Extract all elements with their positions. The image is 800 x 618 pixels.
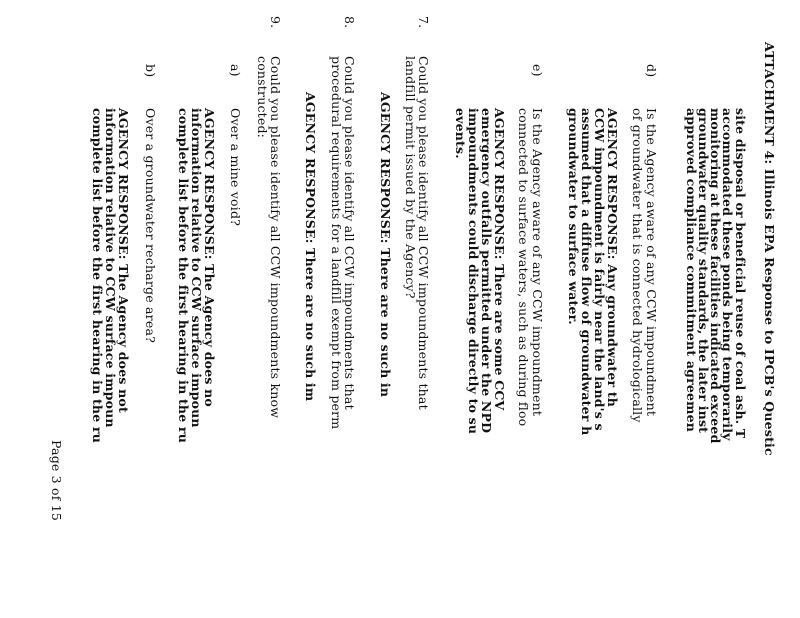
subitem-marker: a) [228,64,243,77]
question-line: Could you please identify all CCW impoundments that [416,56,431,410]
agency-response-line: CCW impoundment is fairly near the land's s [592,108,607,431]
question-line: Is the Agency aware of any CCW impoundment [530,108,545,417]
page-number: Page 3 of 15 [49,440,64,522]
agency-response-line: information relative to CCW surface impoun [189,108,204,428]
intro-line: monitoring at these facilities indicated exceed [708,108,723,444]
agency-response-line: emergency outfalls permitted under the NPD [479,108,494,434]
question-line: Could you please identify all CCW impoundments that [342,56,357,410]
agency-response-line: assumed that a diffuse flow of groundwater h [579,108,594,436]
agency-response-line: complete list before the first hearing in the ru [176,108,191,443]
question-line: Is the Agency aware of any CCW impoundment [644,108,659,417]
agency-response-line: AGENCY RESPONSE: There are some CCV [492,108,507,411]
agency-response-line: complete list before the first hearing in the ru [90,108,105,443]
subitem-question: Over a groundwater recharge area? [143,108,158,344]
item-marker: 9. [268,16,283,29]
question-line: Could you please identify all CCW impoundments know [268,56,283,419]
subitem-question: Over a mine void? [228,108,243,227]
intro-line: accommodated these ponds being temporarily [720,108,735,441]
question-line: constructed: [255,56,270,139]
question-line: connected to surface waters, such as during floo [516,108,531,427]
agency-response-line: impoundments could discharge directly to su [466,108,481,435]
intro-line: groundwater quality standards, the later inst [696,108,711,434]
intro-line: site disposal or beneficial reuse of coal ash. T [733,108,748,439]
agency-response-line: AGENCY RESPONSE: There are no such im [303,92,318,402]
agency-response-line: information relative to CCW surface impoun [103,108,118,428]
question-line: landfill permit issued by the Agency? [403,56,418,299]
agency-response-line: groundwater to surface water. [566,108,581,325]
question-line: procedural requirements for a landfill exempt from perm [329,56,344,430]
agency-response-line: events. [453,108,468,159]
item-marker: 8. [342,16,357,29]
agency-response-line: AGENCY RESPONSE: The Agency does not [116,108,131,413]
item-marker: 7. [416,16,431,29]
intro-line: approved compliance commitment agreemen [684,108,699,433]
agency-response-line: AGENCY RESPONSE: There are no such in [378,92,393,398]
question-line: of groundwater that is connected hydrologically [630,108,645,423]
subitem-marker: b) [143,64,158,78]
agency-response-line: AGENCY RESPONSE: The Agency does no [202,108,217,407]
attachment-header: ATTACHMENT 4: Illinois EPA Response to IPCB's Questic [762,42,777,456]
item-marker: d) [644,64,659,78]
item-marker: e) [530,64,545,77]
agency-response-line: AGENCY RESPONSE: Any groundwater th [605,108,620,408]
